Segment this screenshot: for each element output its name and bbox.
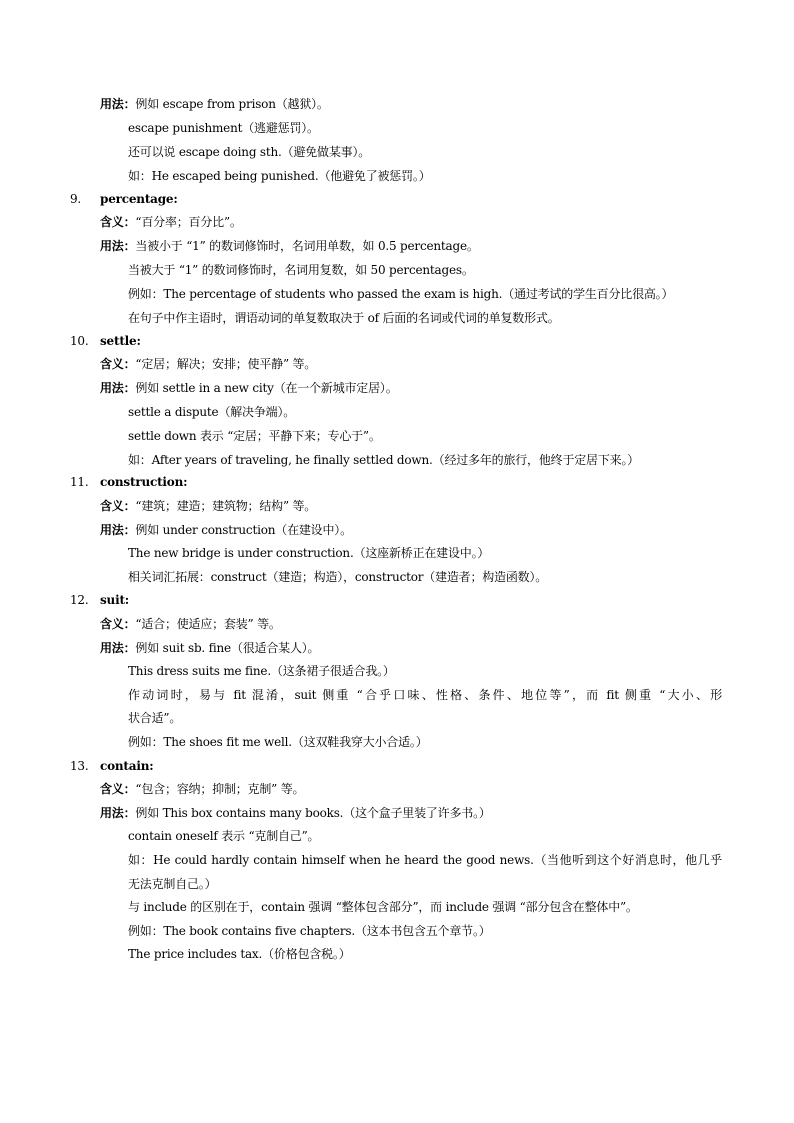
text-line: 当被大于 “1” 的数词修饰时，名词用复数，如 50 percentages。 bbox=[128, 263, 474, 277]
text-line: settle a dispute（解决争端）。 bbox=[128, 405, 296, 419]
meaning-text: “包含；容纳；抑制；克制” 等。 bbox=[135, 782, 305, 796]
usage-label: 用法： bbox=[100, 523, 136, 537]
entry-word: contain: bbox=[100, 759, 154, 773]
text-line: 相关词汇拓展：construct（建造；构造），constructor（建造者；构造函数）。 bbox=[128, 570, 548, 584]
usage-label: 用法： bbox=[100, 806, 136, 820]
meaning-line bbox=[100, 781, 304, 797]
entry-number: 11. bbox=[70, 475, 89, 489]
meaning-line bbox=[100, 214, 242, 230]
meaning-line bbox=[100, 356, 316, 372]
text-line: 例如：The percentage of students who passed the exam is high.（通过考试的学生百分比很高。） bbox=[128, 287, 674, 301]
text-line: 无法克制自己。） bbox=[128, 877, 217, 891]
entry-heading-suit bbox=[70, 592, 129, 608]
usage-line bbox=[100, 380, 398, 396]
entry-number: 12. bbox=[70, 593, 89, 607]
entry-word: construction: bbox=[100, 475, 188, 489]
usage-text: 例如 under construction（在建设中）。 bbox=[135, 523, 352, 537]
text-line: 如：After years of traveling, he finally settled down.（经过多年的旅行，他终于定居下来。） bbox=[128, 453, 640, 467]
meaning-line bbox=[100, 498, 316, 514]
text-line: 例如：The book contains five chapters.（这本书包含五个章节。） bbox=[128, 924, 491, 938]
meaning-label: 含义： bbox=[100, 215, 136, 229]
text-line: escape punishment（逃避惩罚）。 bbox=[128, 121, 319, 135]
entry-heading-construction bbox=[70, 474, 187, 490]
usage-line bbox=[100, 522, 352, 538]
text-line: The price includes tax.（价格包含税。） bbox=[128, 947, 351, 961]
meaning-text: “百分率；百分比”。 bbox=[135, 215, 242, 229]
text-line: settle down 表示 “定居；平静下来；专心于”。 bbox=[128, 429, 381, 443]
usage-text: 例如 This box contains many books.（这个盒子里装了许多书。） bbox=[135, 806, 491, 820]
usage-label: 用法： bbox=[100, 239, 136, 253]
text-line: 作动词时，易与 fit 混淆，suit 侧重 “合乎口味、性格、条件、地位等”，而 fit 侧重 “大小、形 bbox=[128, 688, 722, 702]
usage-line bbox=[100, 96, 329, 112]
meaning-label: 含义： bbox=[100, 617, 136, 631]
entry-heading-percentage bbox=[70, 191, 178, 207]
entry-number: 9. bbox=[70, 192, 82, 206]
entry-word: percentage: bbox=[100, 192, 178, 206]
usage-label: 用法： bbox=[100, 641, 136, 655]
text-line: contain oneself 表示 “克制自己”。 bbox=[128, 829, 320, 843]
entry-word: settle: bbox=[100, 334, 141, 348]
usage-text: 例如 suit sb. fine（很适合某人）。 bbox=[135, 641, 320, 655]
text-line: This dress suits me fine.（这条裙子很适合我。） bbox=[128, 664, 395, 678]
usage-line bbox=[100, 805, 491, 821]
entry-heading-settle bbox=[70, 333, 141, 349]
text-line: 与 include 的区别在于，contain 强调 “整体包含部分”，而 include 强调 “部分包含在整体中”。 bbox=[128, 900, 638, 914]
text-line: 在句子中作主语时，谓语动词的单复数取决于 of 后面的名词或代词的单复数形式。 bbox=[128, 311, 560, 325]
usage-text: 例如 escape from prison（越狱）。 bbox=[135, 97, 329, 111]
usage-label: 用法： bbox=[100, 381, 136, 395]
text-line: The new bridge is under construction.（这座新桥正在建设中。） bbox=[128, 546, 490, 560]
usage-line bbox=[100, 640, 319, 656]
usage-label: 用法： bbox=[100, 97, 136, 111]
meaning-text: “适合；使适应；套装” 等。 bbox=[135, 617, 281, 631]
entry-number: 10. bbox=[70, 334, 89, 348]
meaning-label: 含义： bbox=[100, 782, 136, 796]
text-line: 如：He escaped being punished.（他避免了被惩罚。） bbox=[128, 169, 431, 183]
text-line: 状合适”。 bbox=[128, 711, 182, 725]
entry-word: suit: bbox=[100, 593, 130, 607]
meaning-label: 含义： bbox=[100, 499, 136, 513]
text-line: 例如：The shoes fit me well.（这双鞋我穿大小合适。） bbox=[128, 735, 428, 749]
text-line: 如：He could hardly contain himself when he heard the good news.（当他听到这个好消息时，他几乎 bbox=[128, 853, 722, 867]
text-line: 还可以说 escape doing sth.（避免做某事）。 bbox=[128, 145, 371, 159]
entry-heading-contain bbox=[70, 758, 153, 774]
usage-line bbox=[100, 238, 479, 254]
meaning-line bbox=[100, 616, 281, 632]
meaning-label: 含义： bbox=[100, 357, 136, 371]
meaning-text: “定居；解决；安排；使平静” 等。 bbox=[135, 357, 317, 371]
entry-number: 13. bbox=[70, 759, 89, 773]
usage-text: 当被小于 “1” 的数词修饰时，名词用单数，如 0.5 percentage。 bbox=[135, 239, 479, 253]
meaning-text: “建筑；建造；建筑物；结构” 等。 bbox=[135, 499, 317, 513]
usage-text: 例如 settle in a new city（在一个新城市定居）。 bbox=[135, 381, 398, 395]
